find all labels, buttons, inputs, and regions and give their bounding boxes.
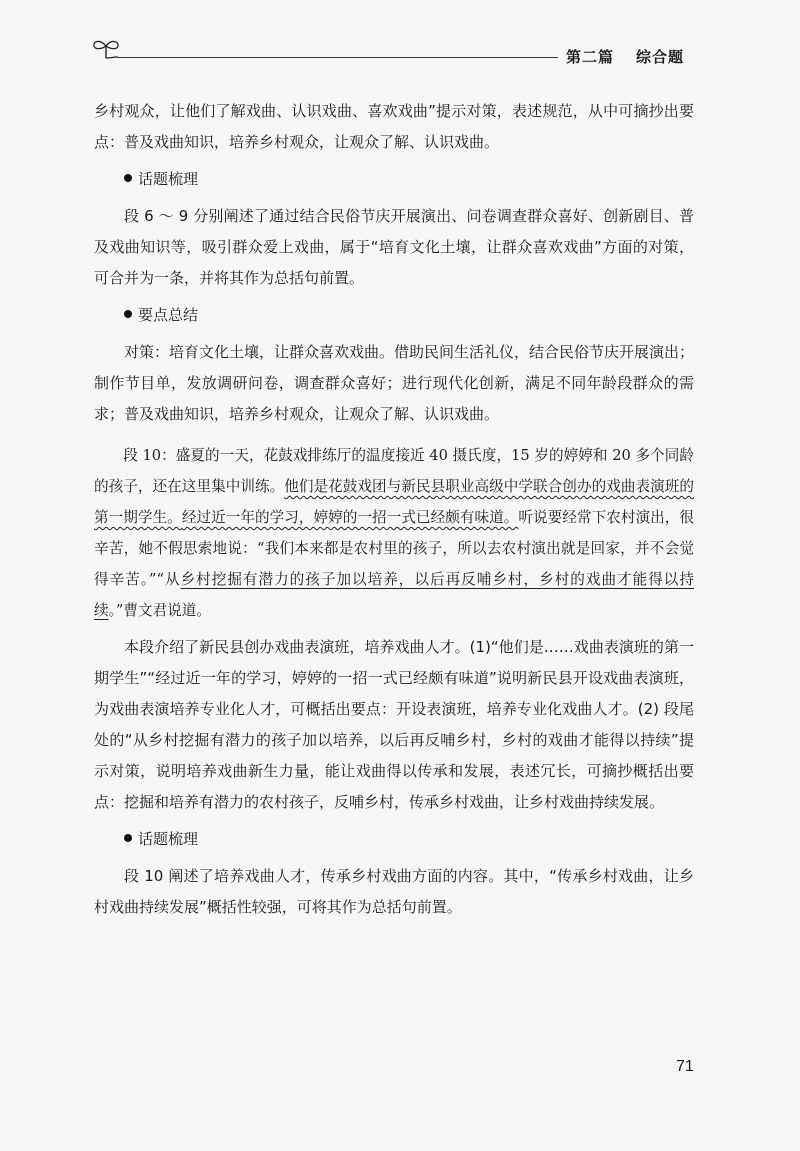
quote-underline: 乡村挖掘有潜力的孩子加以培养，以后再反哺乡村，乡村的戏曲才能得以持续 — [94, 571, 694, 619]
quote-sentence: 段 10：盛夏的一天，花鼓戏排练厅的温度接近 40 摄氏度，15 岁的婷婷和 20 多个同龄的孩子，还在这里集中训练。 — [94, 447, 694, 495]
page-body — [94, 96, 694, 923]
paragraph-3: 对策：培育文化土壤，让群众喜欢戏曲。借助民间生活礼仪，结合民俗节庆开展演出；制作节目单，发放调研问卷，调查群众喜好；进行现代化创新，满足不同年龄段群众的需求；普及戏曲知识，培养乡村观众，让观众了解、认识戏曲。 — [94, 343, 695, 423]
quote-wavy-underline: 经过近一年的学习，婷婷的一招一式已经颇有味道。 — [181, 509, 519, 526]
bullet-dot-icon — [124, 310, 132, 318]
quote-sentence: 。”曹文君说道。 — [108, 602, 211, 619]
section-label-summary — [94, 300, 694, 331]
section-label-topic-2 — [94, 824, 694, 855]
bullet-dot-icon — [124, 834, 132, 842]
running-header — [566, 46, 684, 67]
paragraph-1: 乡村观众，让他们了解戏曲、认识戏曲、喜欢戏曲”提示对策，表述规范，从中可摘抄出要点：普及戏曲知识，培养乡村观众，让观众了解、认识戏曲。 — [94, 102, 694, 151]
page-number: 71 — [676, 1058, 694, 1075]
quote-sentence: 听说要经常下农村演出，很辛苦，她不假思索地说：“我们本来都是农村里的孩子，所以去农村演出就是回家，并不会觉得辛苦。”“从 — [94, 509, 694, 588]
section-label-text: 要点总结 — [138, 306, 199, 324]
source-quote — [94, 440, 694, 626]
paragraph-4: 本段介绍了新民县创办戏曲表演班，培养戏曲人才。(1)“他们是……戏曲表演班的第一期学生”“经过近一年的学习，婷婷的一招一式已经颇有味道”说明新民县开设戏曲表演班，为戏曲表演培养专业化人才，可概括出要点：开设表演班，培养专业化戏曲人才。(2) 段尾处的“从乡村挖掘有潜力的孩子加以培养，以后再反哺乡村，乡村的戏曲才能得以持续”提示对策，说明培养戏曲新生力量，能让戏曲得以传承和发展，表述冗长，可摘抄概括出要点：挖掘和培养有潜力的农村孩子，反哺乡村，传承乡村戏曲，让乡村戏曲持续发展。 — [94, 638, 694, 811]
bullet-dot-icon — [124, 174, 132, 182]
section-label-text: 话题梳理 — [138, 830, 199, 848]
header-rule — [118, 57, 558, 58]
quote-wavy-underline: 他们是花鼓戏团与新民县职业高级中学联合创办的戏曲表演班的第一期学生。 — [94, 478, 694, 526]
paragraph-2: 段 6 ～ 9 分别阐述了通过结合民俗节庆开展演出、问卷调查群众喜好、创新剧目、普及戏曲知识等，吸引群众爱上戏曲，属于“培育文化土壤，让群众喜欢戏曲”方面的对策，可合并为一条，并将其作为总括句前置。 — [94, 207, 694, 287]
header-part: 第二篇 — [566, 48, 615, 66]
section-label-text: 话题梳理 — [138, 170, 199, 188]
header-title: 综合题 — [636, 48, 685, 66]
section-label-topic-1 — [94, 164, 694, 195]
paragraph-5: 段 10 阐述了培养戏曲人才，传承乡村戏曲方面的内容。其中，“传承乡村戏曲，让乡村戏曲持续发展”概括性较强，可将其作为总括句前置。 — [94, 867, 694, 916]
